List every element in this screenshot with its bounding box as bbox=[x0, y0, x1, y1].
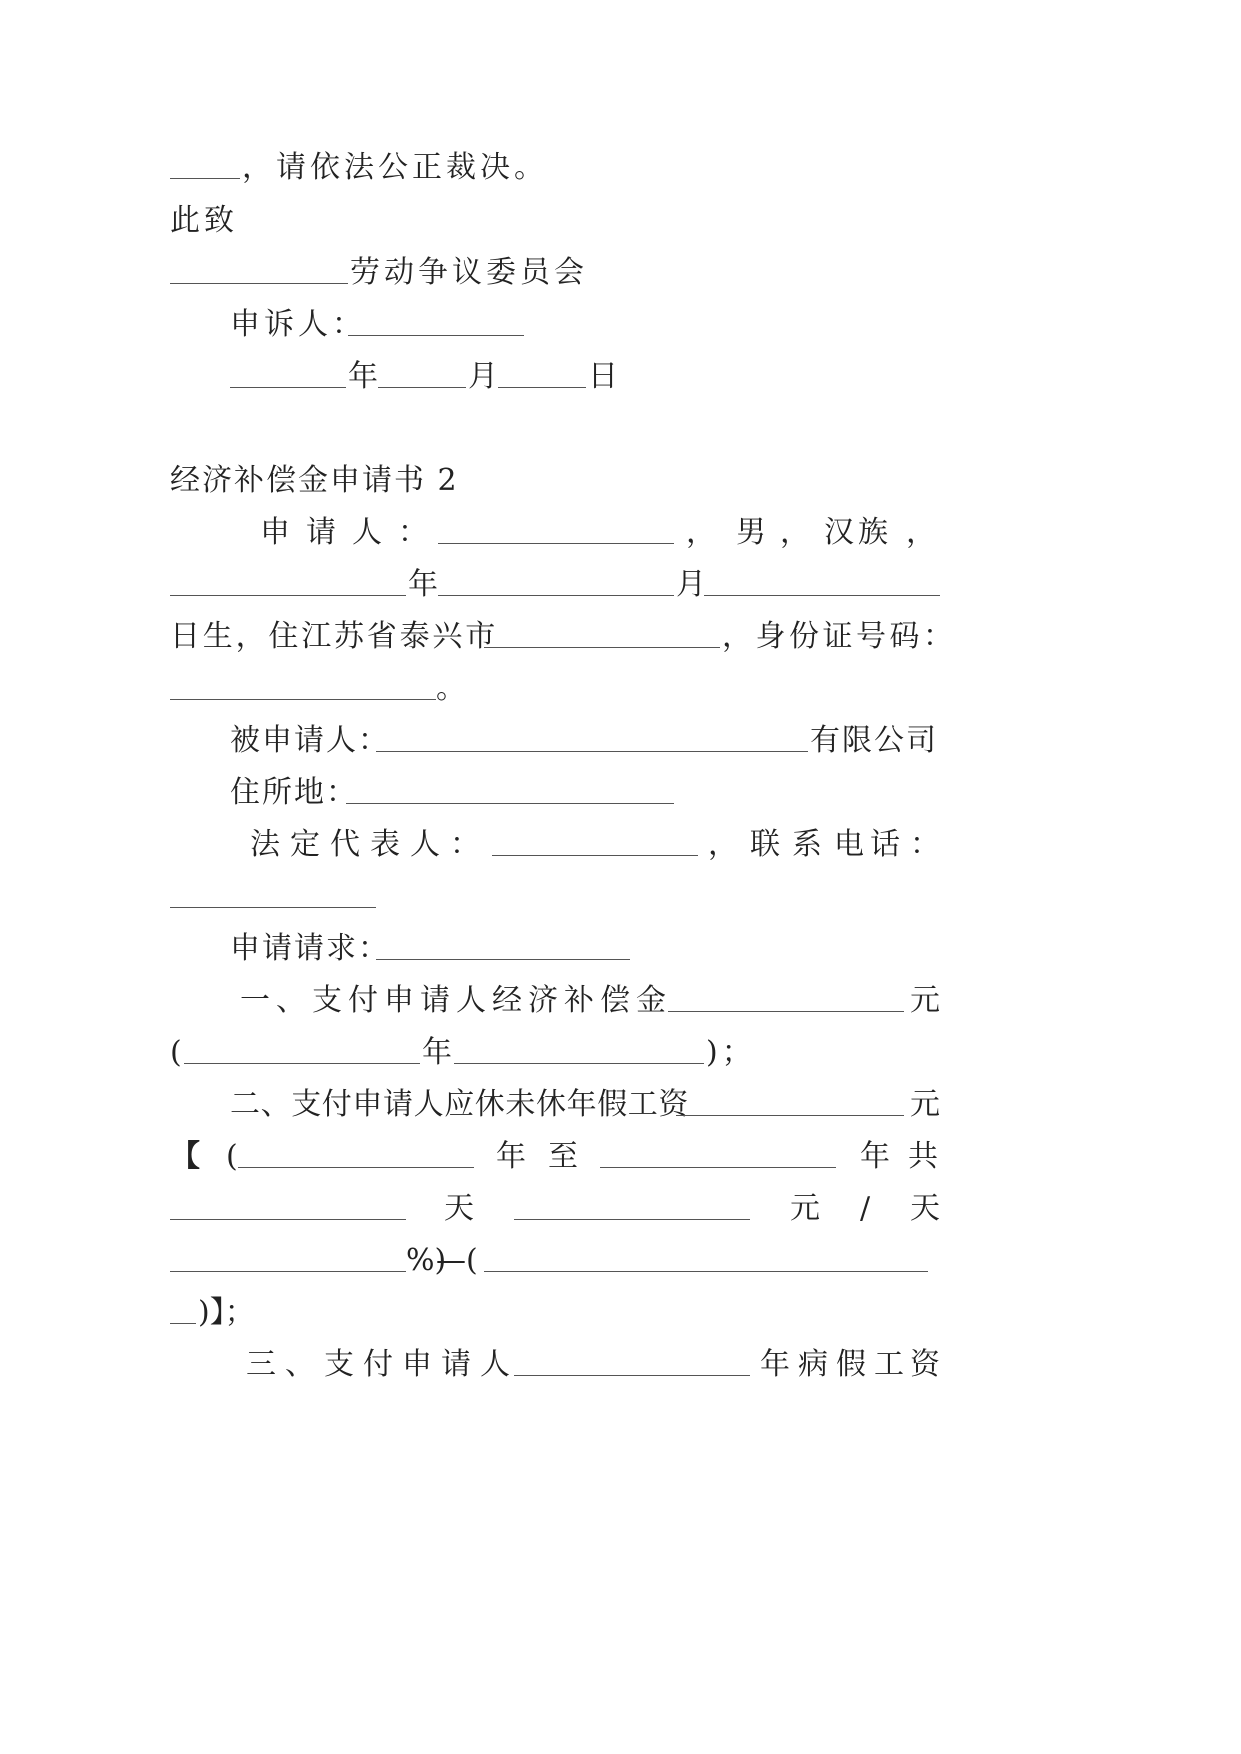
legal-rep-char: ： bbox=[450, 827, 480, 862]
item1-char: 支 bbox=[312, 983, 342, 1018]
item3-char: 人 bbox=[480, 1347, 510, 1382]
residence-label: 住所地： bbox=[230, 775, 358, 810]
date-day-label: 日 bbox=[588, 359, 622, 394]
blank-field bbox=[600, 1167, 836, 1168]
blank-field bbox=[514, 1375, 750, 1376]
residence-line bbox=[0, 770, 1241, 816]
blank-field bbox=[492, 855, 698, 856]
blank-field bbox=[378, 387, 466, 388]
item2-unit: 元 bbox=[910, 1087, 944, 1122]
item2-line bbox=[0, 1082, 1241, 1128]
item1-char: 金 bbox=[636, 983, 666, 1018]
blank-field bbox=[676, 1115, 904, 1116]
item1-char: 付 bbox=[348, 983, 378, 1018]
contact-char: 电 bbox=[834, 827, 864, 862]
blank-field bbox=[438, 595, 674, 596]
blank-field bbox=[454, 1063, 704, 1064]
blank-field bbox=[484, 647, 720, 648]
respondent-line bbox=[0, 718, 1241, 764]
item1-detail-line bbox=[0, 1030, 1241, 1076]
item3-tail-char: 年 bbox=[760, 1347, 790, 1382]
item3-char: 申 bbox=[402, 1347, 432, 1382]
applicant-char: 请 bbox=[306, 515, 336, 550]
item2-dash: —( bbox=[436, 1243, 478, 1278]
contact-char: 系 bbox=[792, 827, 822, 862]
item2-yuan-label: 元 bbox=[790, 1191, 820, 1226]
item2-head: 二、支付申请人应休未休年假工资 bbox=[230, 1087, 689, 1122]
blank-field bbox=[376, 959, 630, 960]
period-mark: 。 bbox=[436, 671, 470, 706]
applicant-char: 男 bbox=[736, 515, 766, 550]
item3-tail-char: 假 bbox=[836, 1347, 866, 1382]
item1-line bbox=[0, 978, 1241, 1024]
item3-tail-char: 工 bbox=[874, 1347, 904, 1382]
legal-rep-char: 代 bbox=[330, 827, 360, 862]
company-suffix: 有限公司 bbox=[810, 723, 938, 758]
blank-field bbox=[170, 1271, 406, 1272]
blank-field bbox=[376, 751, 808, 752]
item1-unit: 元 bbox=[910, 983, 944, 1018]
item3-char: 请 bbox=[441, 1347, 471, 1382]
request-label-line bbox=[0, 926, 1241, 972]
applicant-char: 族 bbox=[858, 515, 888, 550]
blank-field bbox=[170, 699, 436, 700]
blank-field bbox=[170, 595, 406, 596]
id-label: ，身份证号码： bbox=[722, 619, 957, 654]
item1-char: 济 bbox=[528, 983, 558, 1018]
blank-field bbox=[184, 1063, 420, 1064]
salutation-line bbox=[0, 198, 1241, 244]
item3-line bbox=[0, 1342, 1241, 1388]
contact-char: ， bbox=[708, 827, 738, 862]
item2-end: )】； bbox=[198, 1295, 255, 1330]
appellant-label: 申诉人： bbox=[230, 307, 366, 342]
legal-rep-char: 表 bbox=[370, 827, 400, 862]
blank-field bbox=[484, 1271, 928, 1272]
item3-tail-char: 资 bbox=[910, 1347, 940, 1382]
item1-char: 申 bbox=[384, 983, 414, 1018]
item2-total-char: 共 bbox=[908, 1139, 938, 1174]
applicant-char: 人 bbox=[352, 515, 382, 550]
blank-field bbox=[346, 803, 674, 804]
birth-month-label: 月 bbox=[676, 567, 710, 602]
phone-value-line bbox=[0, 874, 1241, 920]
item2-day-label: 天 bbox=[444, 1191, 474, 1226]
item2-period-line bbox=[0, 1134, 1241, 1180]
item2-slash: / bbox=[860, 1191, 871, 1226]
applicant-char: ： bbox=[398, 515, 428, 550]
request-label: 申请请求： bbox=[230, 931, 390, 966]
item1-char: 偿 bbox=[600, 983, 630, 1018]
blank-field bbox=[668, 1011, 904, 1012]
form-title-line bbox=[0, 458, 1241, 504]
request-tail: ，请依法公正裁决。 bbox=[242, 150, 548, 185]
item1-open: ( bbox=[170, 1035, 186, 1070]
blank-field bbox=[348, 335, 524, 336]
request-line bbox=[0, 145, 1241, 191]
applicant-char: ， bbox=[906, 515, 936, 550]
item2-bracket-open: 【 bbox=[170, 1139, 204, 1174]
contact-char: 联 bbox=[750, 827, 780, 862]
item3-char: 付 bbox=[363, 1347, 393, 1382]
applicant-char: ， bbox=[686, 515, 716, 550]
birth-line bbox=[0, 562, 1241, 608]
blank-field bbox=[170, 1219, 406, 1220]
legal-rep-line bbox=[0, 822, 1241, 868]
blank-field bbox=[230, 387, 346, 388]
item3-char: 、 bbox=[285, 1347, 315, 1382]
blank-field bbox=[438, 543, 674, 544]
item2-to-label: 至 bbox=[548, 1139, 578, 1174]
item1-char: 一 bbox=[240, 983, 270, 1018]
blank-field bbox=[170, 178, 240, 179]
applicant-char: ， bbox=[780, 515, 810, 550]
blank-field bbox=[514, 1219, 750, 1220]
item3-char: 支 bbox=[324, 1347, 354, 1382]
legal-rep-char: 人 bbox=[410, 827, 440, 862]
id-value-line bbox=[0, 666, 1241, 712]
legal-rep-char: 定 bbox=[290, 827, 320, 862]
committee-name: 劳动争议委员会 bbox=[350, 255, 588, 290]
applicant-line bbox=[0, 510, 1241, 556]
blank-field bbox=[238, 1167, 474, 1168]
birth-address-text: 日生，住江苏省泰兴市 bbox=[170, 619, 498, 654]
item2-year-label: 年 bbox=[496, 1139, 526, 1174]
item2-paren: ( bbox=[226, 1139, 242, 1174]
item2-total-char: 年 bbox=[860, 1139, 890, 1174]
contact-char: ： bbox=[910, 827, 940, 862]
address-id-line bbox=[0, 614, 1241, 660]
date-year-label: 年 bbox=[348, 359, 382, 394]
blank-field bbox=[170, 907, 376, 908]
blank-field bbox=[704, 595, 940, 596]
item2-end-line bbox=[0, 1290, 1241, 1336]
item1-char: 补 bbox=[564, 983, 594, 1018]
item1-char: 、 bbox=[276, 983, 306, 1018]
birth-year-label: 年 bbox=[408, 567, 442, 602]
item2-percent: %) bbox=[406, 1243, 447, 1278]
blank-field bbox=[498, 387, 586, 388]
ci-zhi: 此致 bbox=[170, 203, 238, 238]
applicant-char: 申 bbox=[260, 515, 290, 550]
respondent-label: 被申请人： bbox=[230, 723, 390, 758]
committee-line bbox=[0, 250, 1241, 296]
item3-char: 三 bbox=[246, 1347, 276, 1382]
blank-field bbox=[170, 1323, 196, 1324]
item3-tail-char: 病 bbox=[798, 1347, 828, 1382]
item1-char: 人 bbox=[456, 983, 486, 1018]
applicant-char: 汉 bbox=[824, 515, 854, 550]
item2-rate-line bbox=[0, 1186, 1241, 1232]
blank-field bbox=[170, 283, 348, 284]
legal-rep-char: 法 bbox=[250, 827, 280, 862]
item2-formula-line bbox=[0, 1238, 1241, 1284]
contact-char: 话 bbox=[870, 827, 900, 862]
item1-char: 请 bbox=[420, 983, 450, 1018]
appellant-line bbox=[0, 302, 1241, 348]
date-line bbox=[0, 354, 1241, 400]
item1-close: )； bbox=[706, 1035, 756, 1070]
item1-year-label: 年 bbox=[422, 1035, 456, 1070]
item2-tian-label: 天 bbox=[910, 1191, 940, 1226]
item1-char: 经 bbox=[492, 983, 522, 1018]
date-month-label: 月 bbox=[468, 359, 502, 394]
form-title: 经济补偿金申请书 2 bbox=[170, 463, 459, 498]
